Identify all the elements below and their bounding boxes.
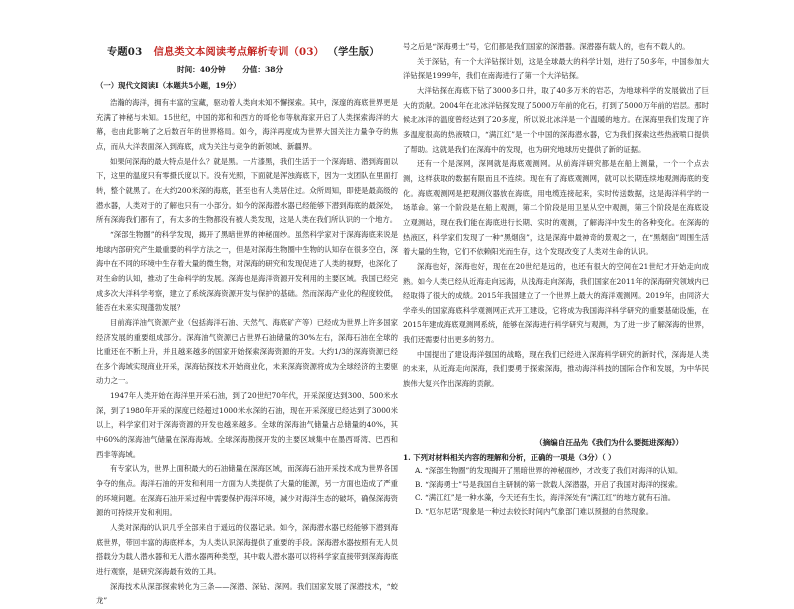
paragraph: 深海也好，深海也好，现在在20世纪是远的，也还有很大的空间在21世纪才开始走向成熟。如今人类已经从近海走向远海，从浅海走向深海，我们国家在2011年的深海研究领域内已经取得了很大的成绩。2015年我国建立了一个世界上最大的海洋观测网。2019年，由同济大学牵头的国家海底科学观测网正式开工建设，它将成为我国海洋科学研究的重要基础设施，在2015年建成海底观测网系统，能够在深海进行科学研究与观测，为了进一步了解深海的世界，我们还需要付出更多的努力。 xyxy=(403,261,709,345)
answer-option: B. “深海勇士”号是我国自主研制的第一款载人深潜器，开启了我国对海洋的探索。 xyxy=(415,479,683,489)
paragraph: 浩瀚的海洋，拥有丰富的宝藏，驱动着人类向未知不懈探索。其中，深邃的海底世界更是充满了神秘与未知。15世纪，中国的郑和和西方的哥伦布等航海家开启了人类探索海洋的大幕，也由此影响了之后数百年的世界格局。如今，海洋再度成为世界大国关注力量争夺的焦点，而从大洋表面深入到海底，成为关注与竞争的新领域、新疆界。 xyxy=(96,98,398,151)
time-limit: 时间：40分钟 xyxy=(177,65,226,74)
left-column xyxy=(96,96,398,609)
title-suffix: （学生版） xyxy=(327,46,380,58)
paragraph: 号之后是“深海勇士”号，它们都是我们国家的深潜器。深潜器有载人的，也有不载人的。 xyxy=(403,42,690,51)
paragraph: 人类对深海的认识几乎全部来自于遥远的仪器记录。如今，深海潜水器已经能够下潜到海底世界，带回丰富的海底样本，为人类认识深海提供了重要的手段。深海潜水器按照有无人员搭载分为载人潜水器和无人潜水器两种类型，其中载人潜水器可以将科学家直接带到深海海底进行观察，是研究深海最有效的工具。 xyxy=(96,523,398,576)
paragraph: 目前海洋油气资源产业（包括海洋石油、天然气、海底矿产等）已经成为世界上许多国家经济发展的重要组成部分。深海油气资源已占世界石油储量的30%左右，深海石油在全球的比重还在不断上升，并且越来越多的国家开始探索深海资源的开发。大约1/3的深海资源已经在多个海域实现商业开采，深海钻探技术开始商业化，未来深海资源将成为全球经济的主要驱动力之一。 xyxy=(96,317,398,386)
right-column xyxy=(403,40,709,392)
total-score: 分值：38分 xyxy=(242,65,284,74)
page-title xyxy=(107,43,399,58)
paragraph: 有专家认为，世界上面积最大的石油储量在深海区域，而深海石油开采技术成为世界各国争夺的焦点。海洋石油的开发和利用一方面为人类提供了大量的能源，另一方面也造成了严重的环境问题。在深海石油开采过程中需要保护海洋环境，减少对海洋生态的破坏，确保深海资源的可持续开发和利用。 xyxy=(96,464,398,518)
paragraph: 还有一个是深网，深网就是海底观测网。从前海洋研究都是在船上测量，一个一个点去测，这样获取的数据有限而且不连续。现在有了海底观测网，就可以长期连续地观测海底的变化。海底观测网是把观测仪器放在海底，用电缆连接起来，实时传送数据，这是海洋科学的一场革命。第一个阶段是在船上观测，第二个阶段是用卫星从空中观测，第三个阶段是在海底设立观测站，现在我们能在海底进行长期、实时的观测，了解海洋中发生的各种变化。在深海的热液区，科学家们发现了一种“黑烟囱”，这是深海中最神奇的景观之一，在“黑烟囱”周围生活着大量的生物，它们不依赖阳光而生存，这个发现改变了人类对生命的认识。 xyxy=(403,159,709,257)
paragraph: 深海技术从深部探索转化为三条——深潜、深钻、深网。我们国家发展了深潜技术，“蛟龙” xyxy=(96,581,398,606)
paragraph: 中国提出了建设海洋强国的战略，现在我们已经进入深海科学研究的新时代，深海是人类的未来，从近海走向深海，我们要勇于探索深海，推动海洋科技的国际合作和发展，为中华民族伟大复兴作出深海的贡献。 xyxy=(403,349,709,389)
source-citation: （摘编自汪品先《我们为什么要挺进深海》） xyxy=(535,438,684,447)
question-block xyxy=(403,451,709,518)
paragraph: “深部生物圈”的科学发现，揭开了黑暗世界的神秘面纱。虽然科学家对于深海海底来说是地球内部研究产生最重要的科学方法之一，但是对深海生物圈中生物的认知存在很多空白，深海中在不同的环境中生存着大量的微生物，对深海的研究和发现促进了人类的视野，也深化了对生命的认知，推动了生命科学的发展。深海也是海洋资源开发利用的主要区域。我国已经完成多次大洋科学考察，建立了系统深海资源开发与保护的基础。然而深海产业化的程度较低，能否在未来实现蓬勃发展？ xyxy=(96,229,398,313)
section-heading: （一）现代文阅读Ⅰ（本题共5小题，19分） xyxy=(96,81,241,90)
paragraph: 1947年人类开始在海洋里开采石油，到了20世纪70年代，开采深度达到300、500米水深，到了1980年开采的深度已经超过1000米水深的石油，现在开采深度已经达到了3000米以上，科学家们对于深海资源的开发也越来越多。全球的深海油气储量占总储量的40%，其中60%的深海油气储量在深海海域。全球深海勘探开发的主要区域集中在墨西哥湾、巴西和西非等海域。 xyxy=(96,391,398,459)
question-stem: 1. 下列对材料相关内容的理解和分析，正确的一项是（3分）（ ） xyxy=(403,453,616,462)
title-main: 信息类文本阅读考点解析专训（03） xyxy=(153,46,324,58)
answer-option: A. “深部生物圈”的发现揭开了黑暗世界的神秘面纱，才改变了我们对海洋的认知。 xyxy=(415,466,683,476)
exam-meta xyxy=(177,64,297,75)
paragraph: 大洋钻探在海底下钻了3000多口井，取了40多万米的岩芯，为地球科学的发展做出了巨大的贡献。2004年在北冰洋钻探发现了5000万年前的化石，打到了5000万年前的岩层。那时候北冰洋的温度曾经达到了20多度，所以说北冰洋是一个温暖的地方。在深海里我们发现了许多温度很高的热液喷口，“满江红”是一个中国的深海潜水器，它为我们探索这些热液喷口提供了帮助。这就是我们在深海中的发现，也为研究地球历史提供了新的证据。 xyxy=(403,85,709,154)
answer-option: C. “满江红”是一种水藻，今天还有生长，海洋深处有“满江红”的地方就有石油。 xyxy=(415,493,676,503)
title-prefix: 专题03 xyxy=(107,46,143,58)
paragraph: 如果问深海的最大特点是什么？就是黑。一片漆黑，我们生活于一个深海暗、潜到海面以下，这里的温度只有零摄氏度以下。没有光照，下面就是浑浊海底下，因为一支团队在里面打转，整个就黑了。在大约200米深的海底，甚至也有人类居住过。众所周知，即使是最高级的潜水器，人类对于的了解也只有一小部分。如今的深海潜水器已经能够下潜到海底的最深处，所有深海我们都有了，有太多的生物都没有被人类发现，这是人类在我们所认识的一个地方。 xyxy=(96,156,398,225)
paragraph: 关于深钻，有一个大洋钻探计划，这是全球最大的科学计划，进行了50多年，中国参加大洋钻探是1999年，我们在南海进行了第一个大洋钻探。 xyxy=(403,56,709,81)
answer-option: D. “厄尔尼诺”现象是一种过去较长时间内气象部门难以预报的自然现象。 xyxy=(415,506,654,516)
